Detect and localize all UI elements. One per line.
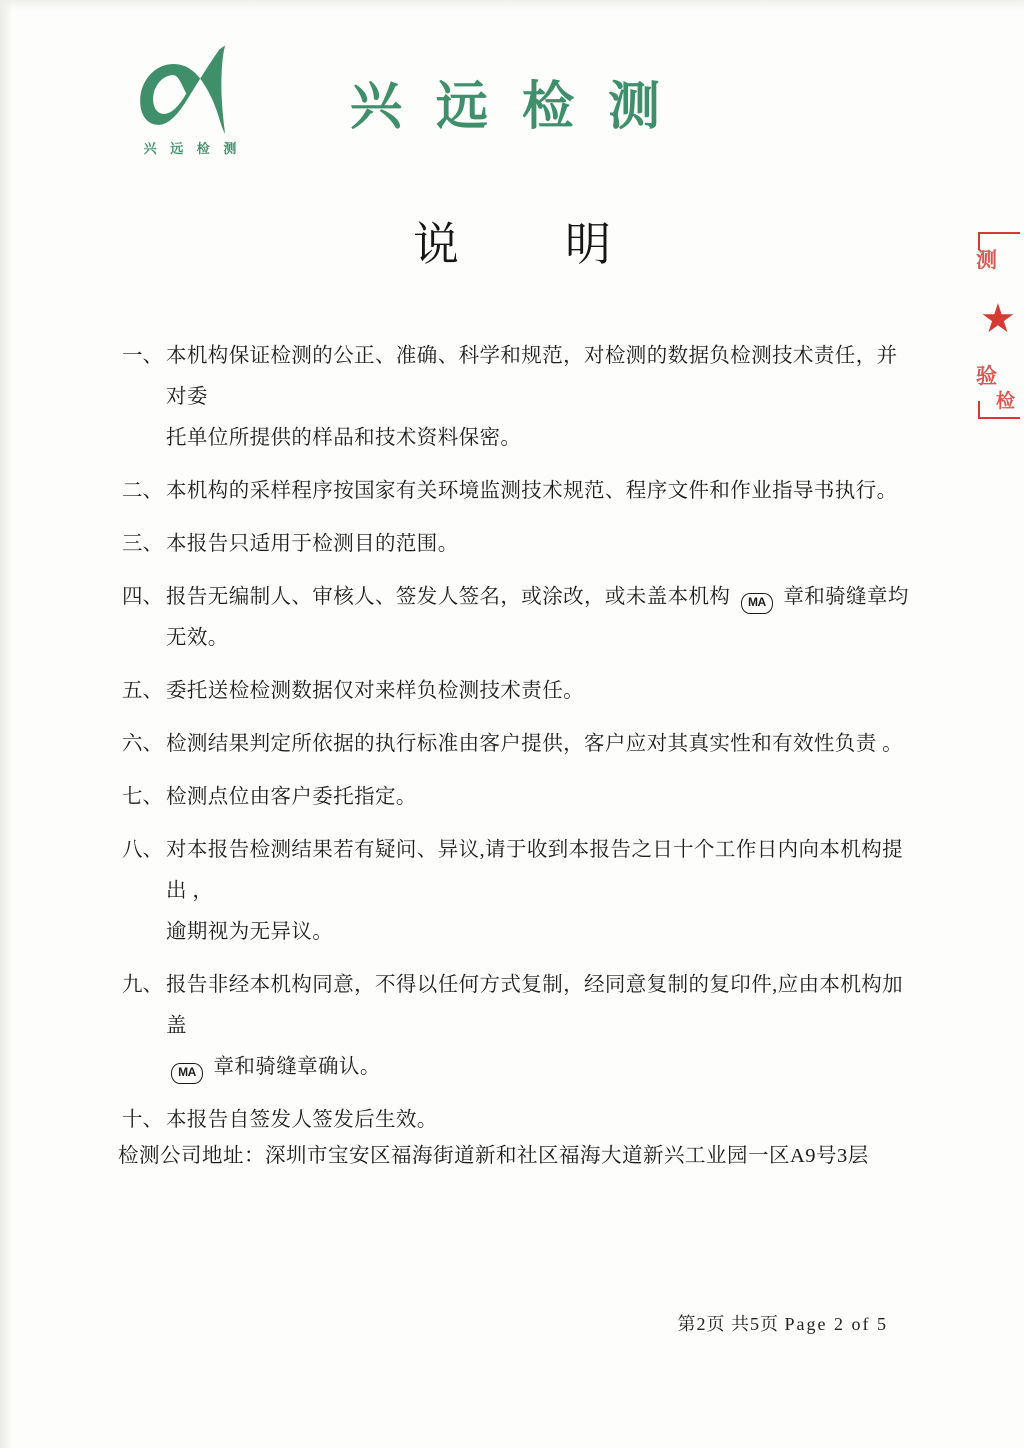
clause-number: 六、: [122, 733, 163, 755]
clause-line-text: 检测结果判定所依据的执行标准由客户提供，客户应对其真实性和有效性负责 。: [166, 733, 904, 755]
clause-line: [166, 618, 912, 659]
clause-number: 九、: [122, 974, 163, 996]
clause-line: [166, 724, 912, 765]
ma-seal-icon: MA: [171, 1063, 203, 1084]
clause-line: [166, 1100, 912, 1141]
clause-line-text: 检测点位由客户委托指定。: [166, 786, 417, 808]
clause-line: [166, 336, 912, 418]
clause-line-text: 章和骑缝章均: [777, 586, 909, 608]
logo-caption: 兴 远 检 测: [143, 141, 242, 156]
stamp-char-2: 验: [976, 364, 997, 388]
clause-line: [166, 524, 912, 565]
clause-line-text: 本机构的采样程序按国家有关环境监测技术规范、程序文件和作业指导书执行。: [166, 480, 898, 502]
clause-line: [166, 577, 912, 618]
clause-item: [122, 524, 912, 565]
clause-text: [166, 1100, 912, 1141]
clause-line-text: 无效。: [166, 627, 229, 649]
company-address: 检测公司地址：深圳市宝安区福海街道新和社区福海大道新兴工业园一区A9号3层: [118, 1145, 869, 1167]
document-header: [120, 40, 910, 180]
clause-number: 二、: [122, 480, 163, 502]
company-logo: [120, 40, 260, 157]
clause-line-text: 本机构保证检测的公正、准确、科学和规范，对检测的数据负检测技术责任，并对委: [166, 345, 898, 408]
clause-text: [166, 336, 912, 459]
alpha-logo-icon: [134, 40, 246, 136]
clause-text: [166, 965, 912, 1088]
clause-line-text: 对本报告检测结果若有疑问、异议,请于收到本报告之日十个工作日内向本机构提出 ，: [166, 839, 904, 902]
scan-edge-top: [0, 0, 1024, 10]
clause-line: [166, 671, 912, 712]
clause-line-text: 逾期视为无异议。: [166, 921, 334, 943]
clause-line-text: 托单位所提供的样品和技术资料保密。: [166, 427, 522, 449]
clause-text: [166, 830, 912, 953]
clause-line: [166, 912, 912, 953]
clause-line: [166, 1047, 912, 1088]
clause-item: [122, 471, 912, 512]
clause-number: 八、: [122, 839, 163, 861]
clause-line-text: 报告非经本机构同意，不得以任何方式复制，经同意复制的复印件,应由本机构加盖: [166, 974, 904, 1037]
footer-page-en: Page 2 of 5: [784, 1314, 888, 1334]
clause-line: [166, 965, 912, 1047]
clause-line-text: 报告无编制人、审核人、签发人签名，或涂改，或未盖本机构: [166, 586, 736, 608]
clause-line: [166, 418, 912, 459]
red-inspection-stamp: [974, 228, 1024, 423]
clause-item: [122, 777, 912, 818]
page-footer: [0, 1310, 1024, 1336]
clause-text: [166, 724, 912, 765]
clause-number: 三、: [122, 533, 163, 555]
stamp-bracket-bottom: [978, 401, 1020, 419]
stamp-char-1: 测: [976, 248, 997, 272]
clause-item: [122, 577, 912, 659]
footer-page-cn: 第2页 共5页: [677, 1314, 780, 1334]
clause-line-text: 委托送检检测数据仅对来样负检测技术责任。: [166, 680, 584, 702]
clause-item: [122, 965, 912, 1088]
clause-number: 一、: [122, 345, 163, 367]
clause-item: [122, 671, 912, 712]
clause-text: [166, 671, 912, 712]
clause-number: 七、: [122, 786, 163, 808]
clause-line: [166, 777, 912, 818]
clause-item: [122, 830, 912, 953]
clause-line-text: 本报告只适用于检测目的范围。: [166, 533, 459, 555]
clause-text: [166, 577, 912, 659]
clause-line-text: 本报告自签发人签发后生效。: [166, 1109, 438, 1131]
clause-line: [166, 830, 912, 912]
brand-title: 兴远检测: [350, 79, 695, 136]
stamp-char-3: 检: [996, 391, 1016, 412]
clause-text: [166, 524, 912, 565]
clause-number: 五、: [122, 680, 163, 702]
clause-number: 十、: [122, 1109, 163, 1131]
clause-list: [122, 336, 912, 1153]
clause-item: [122, 724, 912, 765]
clause-item: [122, 1100, 912, 1141]
clause-line: [166, 471, 912, 512]
clause-line-text: 章和骑缝章确认。: [208, 1056, 381, 1078]
ma-seal-icon: MA: [741, 593, 773, 614]
page-title: 说 明: [413, 219, 641, 270]
clause-item: [122, 336, 912, 459]
clause-number: 四、: [122, 586, 163, 608]
clause-text: [166, 471, 912, 512]
clause-text: [166, 777, 912, 818]
